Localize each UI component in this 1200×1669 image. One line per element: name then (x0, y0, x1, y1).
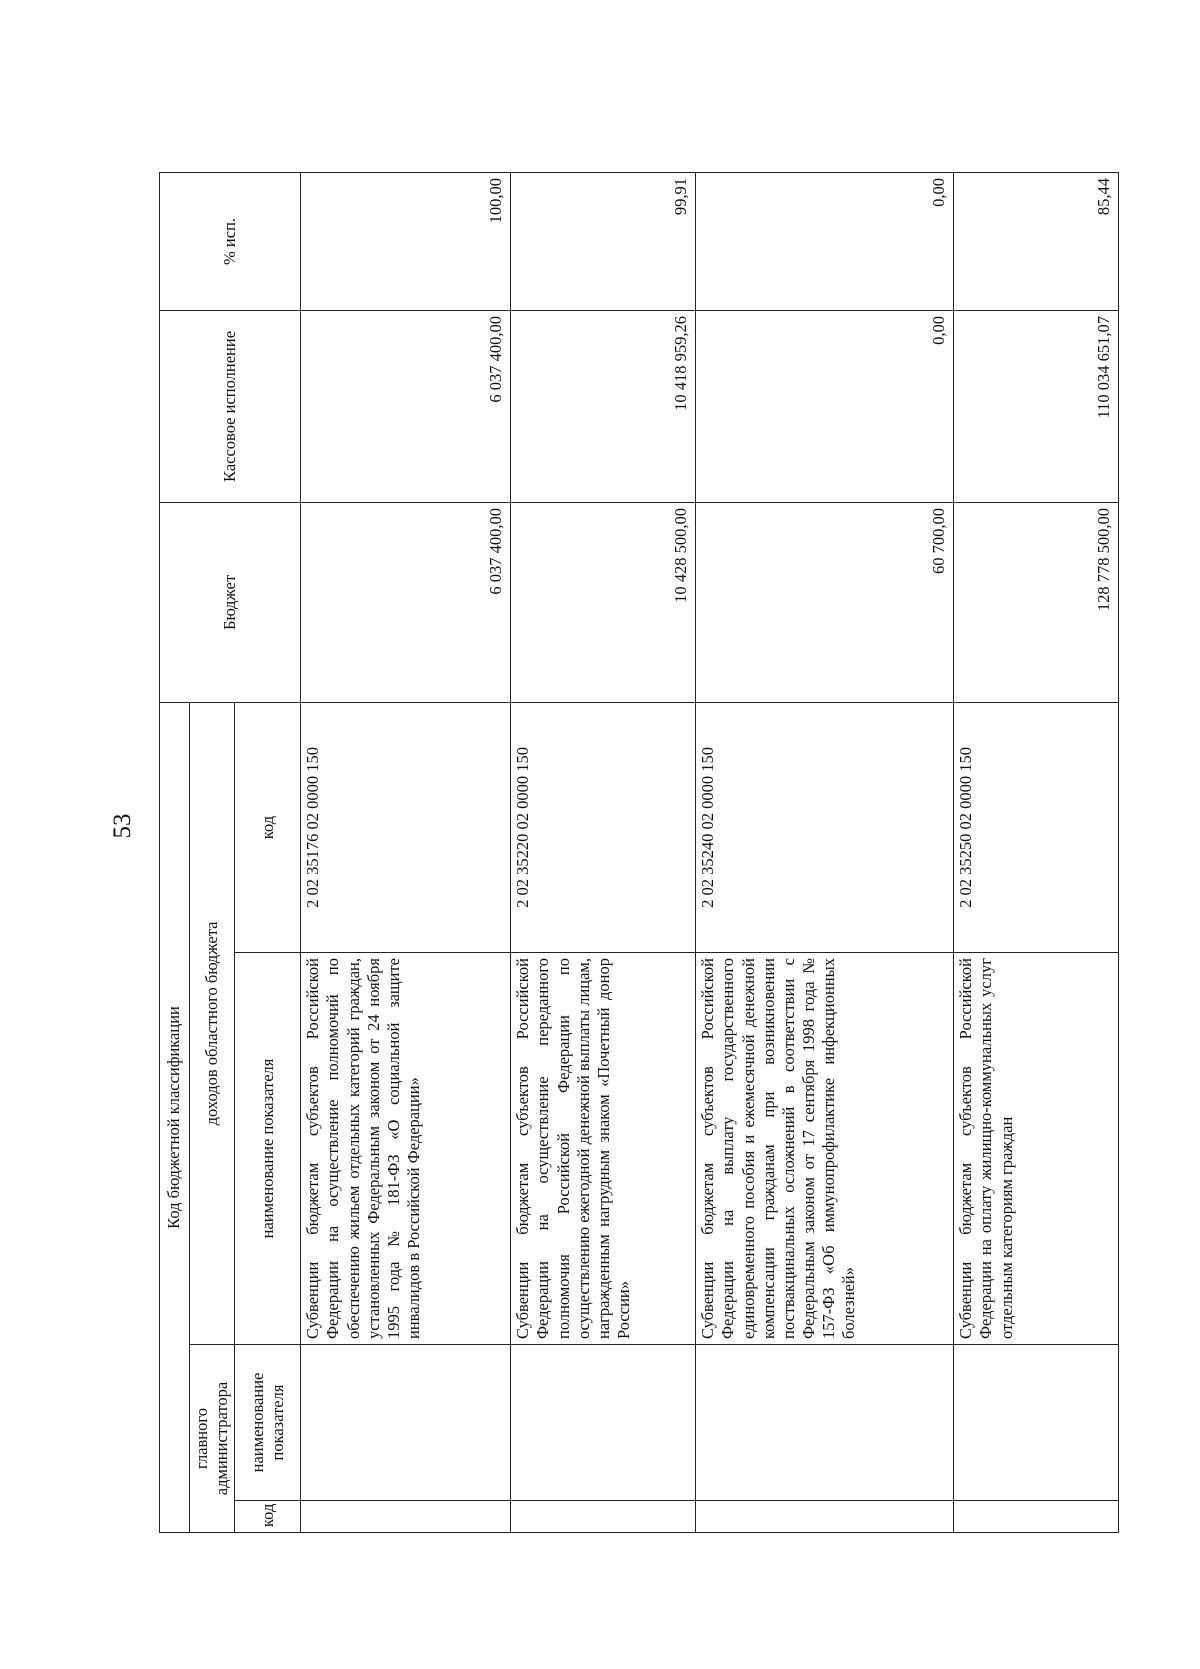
row-budget: 128 778 500,00 (954, 502, 1119, 702)
header-income-kod: код (235, 702, 301, 952)
header-budget: Бюджет (160, 502, 301, 702)
budget-table (159, 172, 1119, 1533)
admin-kod-cell (301, 1501, 511, 1533)
row-description: Субвенции бюджетам субъектов Российской Федерации на осуществление полномочий по обеспечению жильем отдельных категорий граждан, установленных Федеральным законом от 24 ноября 1995 года № 181-ФЗ «О социальной защите инвалидов в Российской Федерации» (301, 953, 511, 1345)
table-row (511, 172, 696, 1532)
header-income: доходов областного бюджета (190, 702, 235, 1344)
row-budget: 6 037 400,00 (301, 502, 511, 702)
row-description: Субвенции бюджетам субъектов Российской Федерации на оплату жилищно-коммунальных услуг отдельным категориям граждан (954, 953, 1119, 1345)
row-description: Субвенции бюджетам субъектов Российской Федерации на осуществление переданного полномочия Российской Федерации по осуществлению ежегодной денежной выплаты лицам, награжденным нагрудным знаком «Почетный донор России» (511, 953, 696, 1345)
row-code: 2 02 35250 02 0000 150 (954, 702, 1119, 952)
row-percent: 85,44 (954, 172, 1119, 310)
row-budget: 60 700,00 (696, 502, 954, 702)
row-description: Субвенции бюджетам субъектов Российской Федерации на выплату государственного единовременного пособия и ежемесячной денежной компенсации гражданам при возникновении поствакцинальных осложнений в соответствии с Федеральным законом от 17 сентября 1998 года № 157-ФЗ «Об иммунопрофилактике инфекционных болезней» (696, 953, 954, 1345)
row-cash: 0,00 (696, 310, 954, 502)
admin-kod-cell (511, 1501, 696, 1533)
header-classification: Код бюджетной классификации (160, 702, 190, 1532)
row-code: 2 02 35240 02 0000 150 (696, 702, 954, 952)
row-cash: 6 037 400,00 (301, 310, 511, 502)
admin-kod-cell (954, 1501, 1119, 1533)
header-row-1 (160, 172, 190, 1532)
row-percent: 99,91 (511, 172, 696, 310)
header-percent: % исп. (160, 172, 301, 310)
row-budget: 10 428 500,00 (511, 502, 696, 702)
row-percent: 0,00 (696, 172, 954, 310)
admin-name-cell (301, 1345, 511, 1501)
row-cash: 110 034 651,07 (954, 310, 1119, 502)
row-cash: 10 418 959,26 (511, 310, 696, 502)
table-row (301, 172, 511, 1532)
admin-kod-cell (696, 1501, 954, 1533)
row-code: 2 02 35220 02 0000 150 (511, 702, 696, 952)
admin-name-cell (511, 1345, 696, 1501)
row-code: 2 02 35176 02 0000 150 (301, 702, 511, 952)
table-row (696, 172, 954, 1532)
table-row (954, 172, 1119, 1532)
admin-name-cell (954, 1345, 1119, 1501)
budget-table-rotated (159, 173, 1119, 1533)
header-admin-name: наименование показателя (235, 1345, 301, 1501)
admin-name-cell (696, 1345, 954, 1501)
header-chief-admin: главного администратора (190, 1345, 235, 1533)
page-number: 53 (109, 813, 136, 839)
header-income-name: наименование показателя (235, 953, 301, 1345)
header-cash: Кассовое исполнение (160, 310, 301, 502)
header-admin-kod: код (235, 1501, 301, 1533)
row-percent: 100,00 (301, 172, 511, 310)
